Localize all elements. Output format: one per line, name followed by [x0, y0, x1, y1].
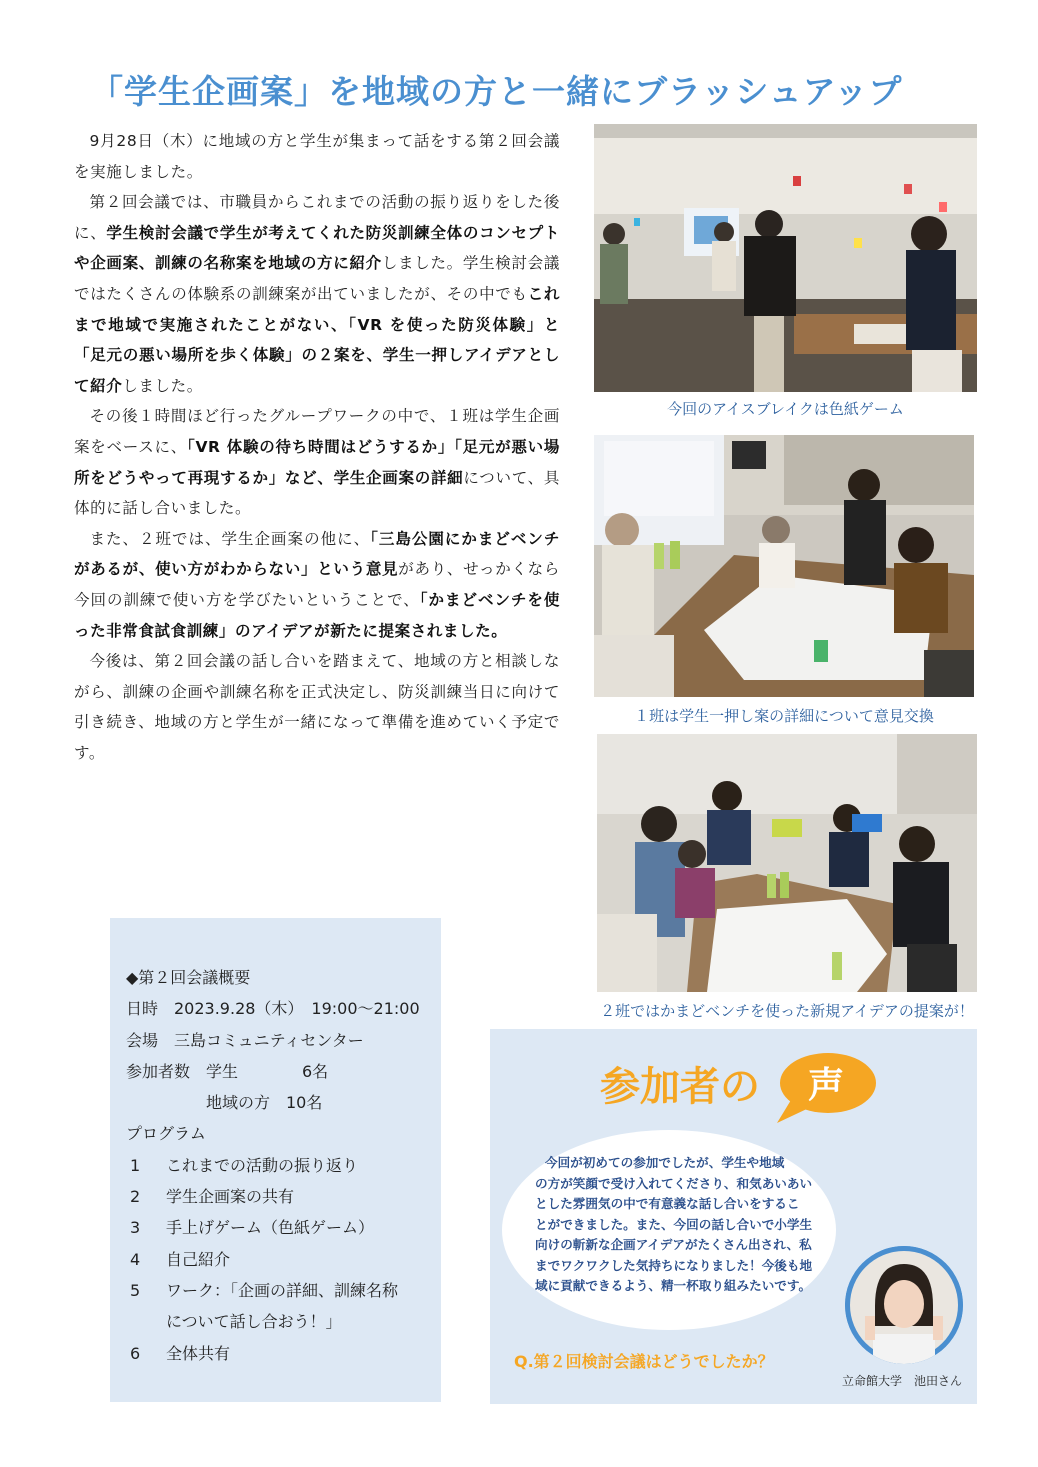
- summary-participants-students: 参加者数 学生 6名: [126, 1061, 329, 1081]
- program-item: 6 全体共有: [130, 1343, 231, 1363]
- student-name: 立命館大学 池田さん: [842, 1374, 963, 1388]
- summary-heading: ◆第２回会議概要: [126, 968, 251, 987]
- paragraph-3: その後１時間ほど行ったグループワークの中で、１班は学生企画案をベースに、「VR 体験の待ち時間はどうするか」「足元が悪い場所をどうやって再現するか」など、学生企画案の詳細について、具体的に話し合いました。: [74, 407, 560, 518]
- paragraph-5: 今後は、第２回会議の話し合いを踏まえて、地域の方と相談しながら、訓練の企画や訓練名称を正式決定し、防災訓練当日に向けて引き続き、地域の方と学生が一緒になって準備を進めていく予定です。: [74, 652, 560, 762]
- comment-text: 今回が初めての参加でしたが、学生や地域 の方が笑顔で受け入れてくださり、和気あいあい とした雰囲気の中で有意義な話し合いをするこ とができました。また、今回の話し合いで小学生 向けの斬新な企画アイデアがたくさん出され、私 までワクワクした気持ちになりました！今後も地 域に貢献できるよう、精一杯取り組みたいです。: [535, 1155, 813, 1293]
- paragraph-2: 第２回会議では、市職員からこれまでの活動の振り返りをした後に、学生検討会議で学生が考えてくれた防災訓練全体のコンセプトや企画案、訓練の名称案を地域の方に紹介しました。学生検討会議ではたくさんの体験系の訓練案が出ていましたが、その中でもこれまで地域で実施されたことがない、「VR を使った防災体験」と「足元の悪い場所を歩く体験」の２案を、学生一押しアイデアとして紹介しました。: [74, 193, 560, 395]
- summary-content: [126, 962, 420, 1369]
- voice-title-accent: 声: [808, 1065, 845, 1106]
- program-item: 3 手上げゲーム（色紙ゲーム）: [130, 1218, 375, 1238]
- photo-group-2: [597, 734, 977, 992]
- program-item: 2 学生企画案の共有: [130, 1187, 295, 1207]
- photo-2-caption: １班は学生一押し案の詳細について意見交換: [634, 707, 934, 725]
- summary-datetime: 日時 2023.9.28（木） 19:00～21:00: [126, 999, 420, 1019]
- photo-3-caption: ２班ではかまどベンチを使った新規アイデアの提案が！: [600, 1002, 974, 1020]
- page-title: 「学生企画案」を地域の方と一緒にブラッシュアップ: [90, 72, 903, 111]
- participant-voice: [490, 1029, 977, 1404]
- program-item: 5 ワーク：「企画の詳細、訓練名称: [130, 1280, 399, 1300]
- photo-1-caption: 今回のアイスブレイクは色紙ゲーム: [667, 400, 904, 418]
- article-body: [74, 126, 560, 768]
- voice-title: 参加者の: [600, 1064, 760, 1110]
- photo-group-1: [594, 435, 974, 697]
- photo-ice-break: [594, 124, 977, 392]
- voice-question: Q.第２回検討会議はどうでしたか？: [514, 1352, 774, 1371]
- paragraph-4: また、２班では、学生企画案の他に、「三島公園にかまどベンチがあるが、使い方がわからない」という意見があり、せっかくなら今回の訓練で使い方を学びたいということで、「かまどベンチを使った非常食試食訓練」のアイデアが新たに提案されました。: [74, 529, 561, 640]
- program-item: 1 これまでの活動の振り返り: [130, 1155, 359, 1175]
- program-item: について話し合おう！」: [166, 1312, 342, 1332]
- summary-participants-locals: 地域の方 10名: [126, 1093, 323, 1113]
- student-portrait: [845, 1246, 963, 1364]
- paragraph-1: 9月28日（木）に地域の方と学生が集まって話をする第２回会議を実施しました。: [74, 132, 560, 181]
- program-item: 4 自己紹介: [130, 1249, 231, 1269]
- meeting-summary: [110, 918, 441, 1402]
- summary-venue: 会場 三島コミュニティセンター: [126, 1030, 364, 1050]
- summary-program-label: プログラム: [126, 1124, 206, 1144]
